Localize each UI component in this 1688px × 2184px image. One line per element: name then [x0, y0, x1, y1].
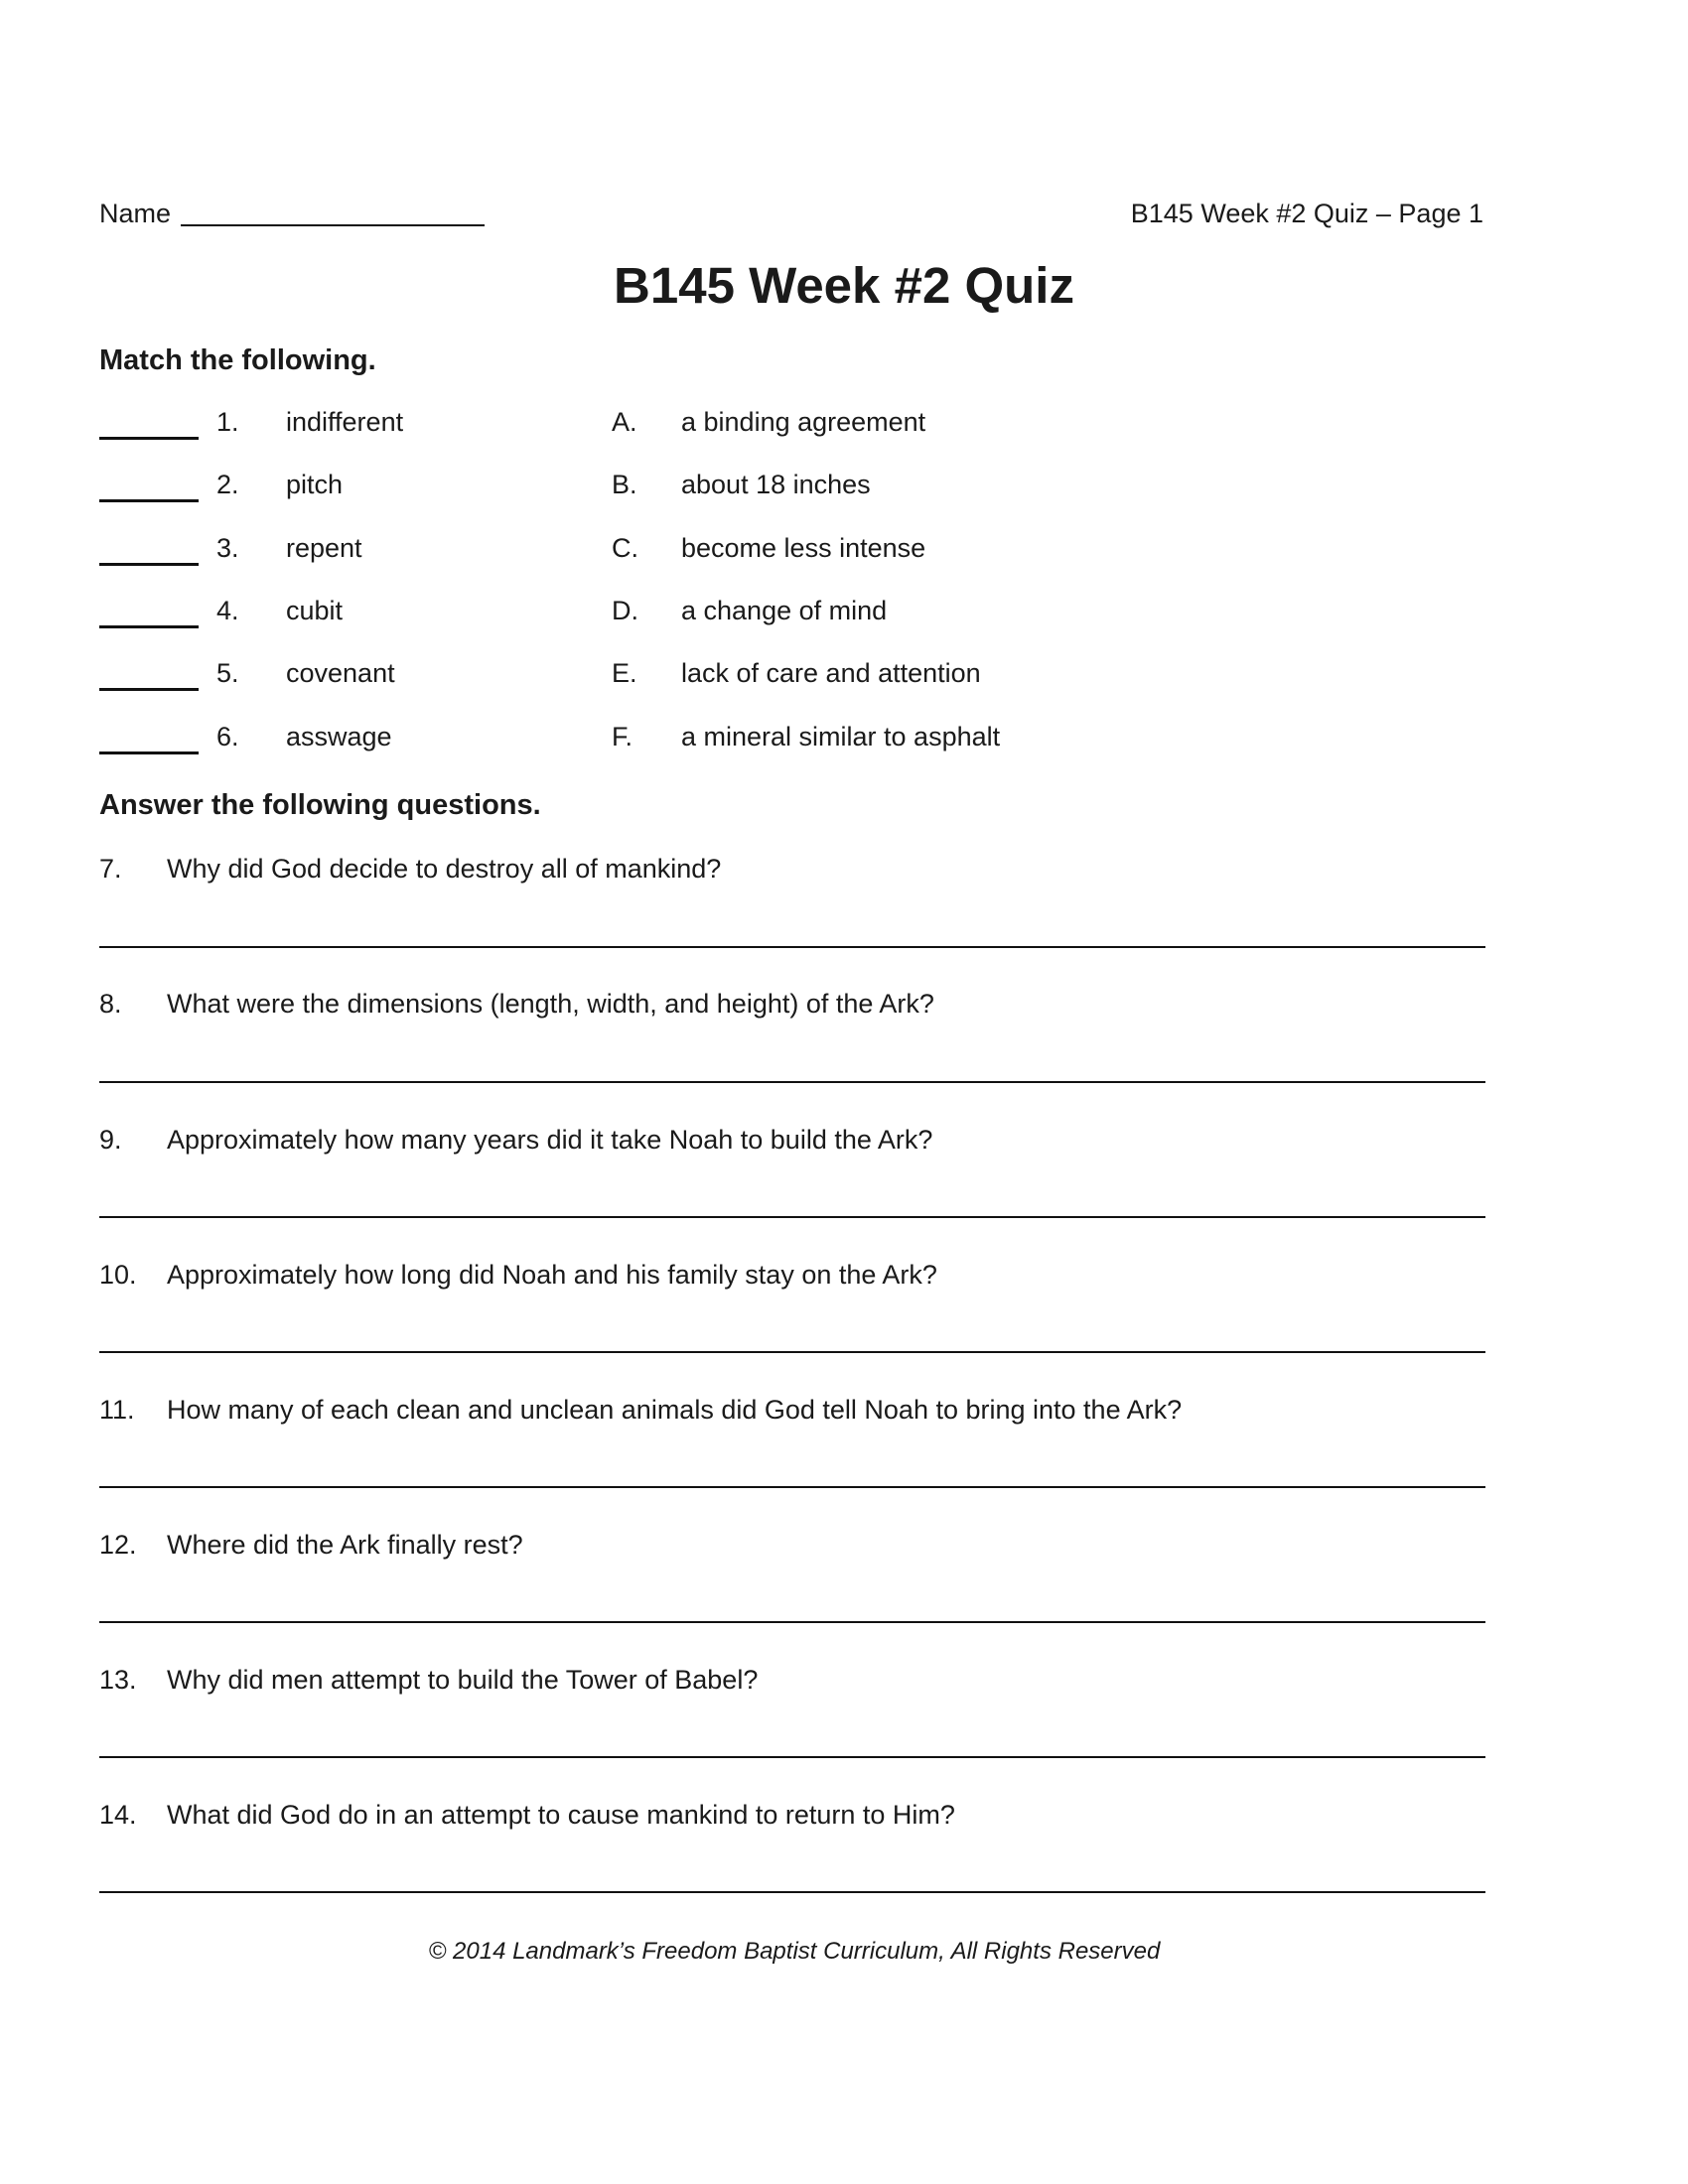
item-number: 1. [216, 407, 239, 437]
copyright-footer: © 2014 Landmark’s Freedom Baptist Curriculum, All Rights Reserved [428, 1938, 1161, 1965]
name-label: Name [99, 199, 172, 228]
option-letter: B. [612, 470, 637, 499]
answer-blank[interactable] [99, 437, 199, 440]
answer-blank[interactable] [99, 499, 199, 502]
item-number: 4. [216, 596, 239, 625]
term: asswage [286, 722, 392, 751]
question-text: Why did God decide to destroy all of mankind? [167, 854, 722, 884]
name-field[interactable] [181, 224, 485, 226]
page-title: B145 Week #2 Quiz [614, 257, 1074, 314]
question-text: Where did the Ark finally rest? [167, 1530, 523, 1560]
option-letter: E. [612, 658, 637, 688]
definition: lack of care and attention [681, 658, 981, 688]
definition: a mineral similar to asphalt [681, 722, 1001, 751]
term: repent [286, 533, 362, 563]
item-number: 6. [216, 722, 239, 751]
question-number: 10. [99, 1260, 137, 1290]
question-text: How many of each clean and unclean animals did God tell Noah to bring into the Ark? [167, 1395, 1183, 1425]
answer-line[interactable] [99, 1621, 1485, 1623]
answer-line[interactable] [99, 946, 1485, 948]
answer-blank[interactable] [99, 625, 199, 628]
term: indifferent [286, 407, 404, 437]
answer-line[interactable] [99, 1216, 1485, 1218]
term: pitch [286, 470, 344, 499]
answer-line[interactable] [99, 1756, 1485, 1758]
option-letter: C. [612, 533, 638, 563]
question-text: Approximately how long did Noah and his family stay on the Ark? [167, 1260, 937, 1290]
term: covenant [286, 658, 395, 688]
question-number: 9. [99, 1125, 122, 1155]
question-number: 8. [99, 989, 122, 1019]
answer-blank[interactable] [99, 563, 199, 566]
question-text: Approximately how many years did it take Noah to build the Ark? [167, 1125, 933, 1155]
question-number: 12. [99, 1530, 137, 1560]
matching-instruction: Match the following. [99, 344, 376, 376]
answer-blank[interactable] [99, 751, 199, 754]
term: cubit [286, 596, 344, 625]
question-text: Why did men attempt to build the Tower of Babel? [167, 1665, 759, 1695]
answer-line[interactable] [99, 1486, 1485, 1488]
definition: a binding agreement [681, 407, 926, 437]
question-text: What did God do in an attempt to cause mankind to return to Him? [167, 1800, 955, 1830]
questions-instruction: Answer the following questions. [99, 789, 541, 821]
question-text: What were the dimensions (length, width, and height) of the Ark? [167, 989, 934, 1019]
answer-line[interactable] [99, 1351, 1485, 1353]
option-letter: F. [612, 722, 633, 751]
question-number: 7. [99, 854, 122, 884]
answer-line[interactable] [99, 1081, 1485, 1083]
item-number: 2. [216, 470, 239, 499]
definition: become less intense [681, 533, 926, 563]
definition: about 18 inches [681, 470, 871, 499]
question-number: 14. [99, 1800, 137, 1830]
page-label: B145 Week #2 Quiz – Page 1 [1130, 199, 1483, 228]
item-number: 5. [216, 658, 239, 688]
item-number: 3. [216, 533, 239, 563]
question-number: 13. [99, 1665, 137, 1695]
option-letter: A. [612, 407, 637, 437]
option-letter: D. [612, 596, 638, 625]
answer-blank[interactable] [99, 688, 199, 691]
definition: a change of mind [681, 596, 888, 625]
question-number: 11. [99, 1395, 135, 1425]
answer-line[interactable] [99, 1891, 1485, 1893]
